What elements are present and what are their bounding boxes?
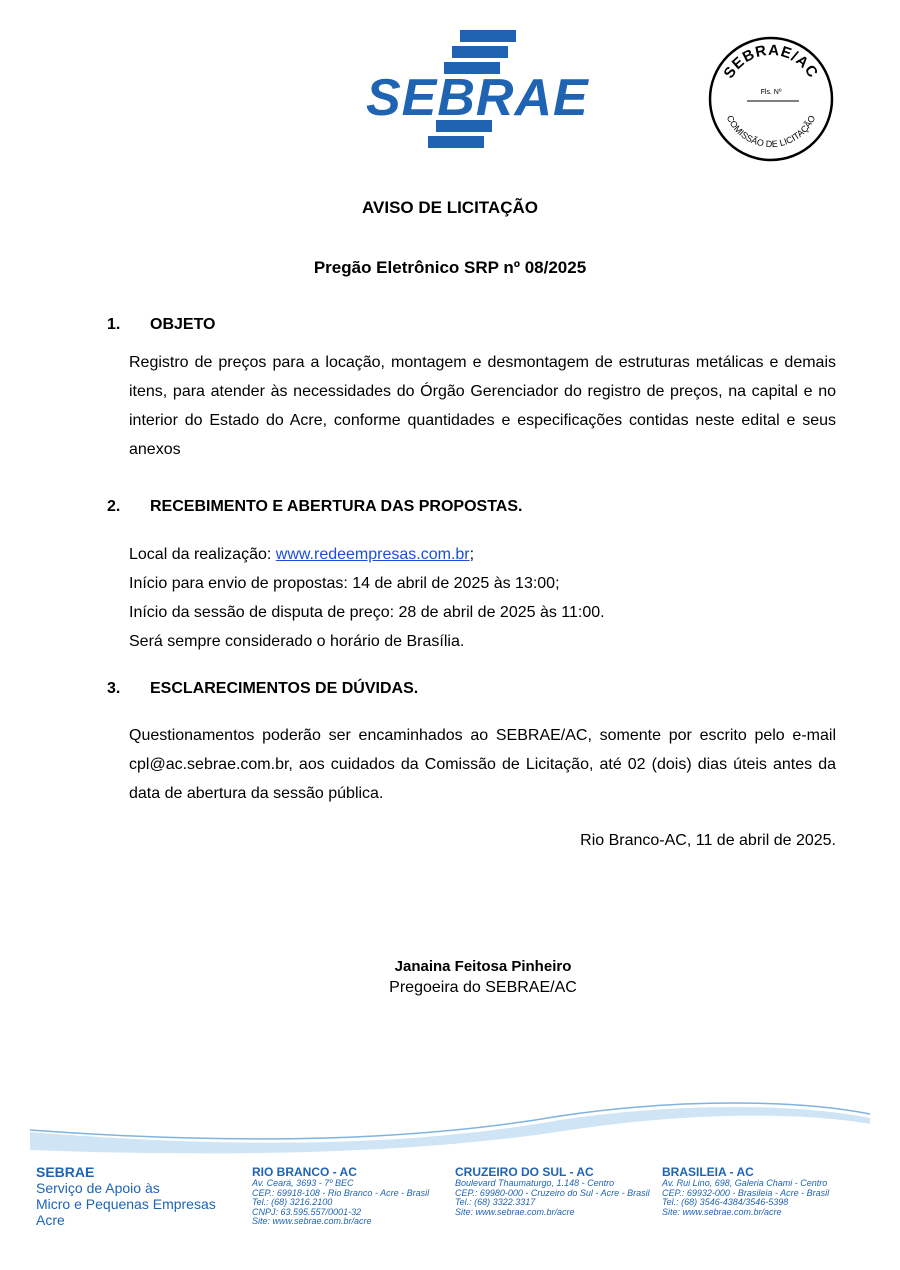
document-subtitle: Pregão Eletrônico SRP nº 08/2025	[313, 258, 587, 277]
document-title: AVISO DE LICITAÇÃO	[362, 198, 538, 217]
section-3-body: Questionamentos poderão ser encaminhados ao SEBRAE/AC, somente por escrito pelo e-mail cpl@ac.sebrae.com.br, aos cuidados da Comissão de Licitação, até 02 (dois) dias úteis antes da data de abertura da sessão pública.	[129, 727, 836, 802]
office-line: CEP.: 69918-108 - Rio Branco - Acre - Brasil	[252, 1187, 430, 1198]
section-1-number: 1.	[107, 316, 121, 333]
date-line: Rio Branco-AC, 11 de abril de 2025.	[580, 832, 836, 849]
section-1-body: Registro de preços para a locação, montagem e desmontagem de estruturas metálicas e demais itens, para atender às necessidades do Órgão Gerenciador do registro de preços, na capital e no interior do Estado do Acre, conforme quantidades e especificações contidas neste edital e seus anexos	[129, 354, 836, 458]
svg-text:COMISSÃO DE LICITAÇÃO	[725, 114, 818, 149]
office-line: Site: www.sebrae.com.br/acre	[455, 1206, 575, 1217]
office-title: RIO BRANCO - AC	[252, 1165, 357, 1179]
office-line: Av. Ceará, 3693 - 7º BEC	[252, 1178, 354, 1188]
footer-brand-line: Serviço de Apoio às	[36, 1180, 160, 1196]
local-line	[129, 545, 474, 565]
office-line: CEP.: 69980-000 - Cruzeiro do Sul - Acre - Brasil	[455, 1187, 650, 1198]
stamp-top-text: SEBRAE/AC	[720, 41, 822, 82]
section-2-title: RECEBIMENTO E ABERTURA DAS PROPOSTAS.	[150, 498, 523, 515]
stamp-bottom-text: COMISSÃO DE LICITAÇÃO	[724, 113, 818, 150]
footer-brand-title: SEBRAE	[36, 1164, 95, 1180]
logo-text: SEBRAE	[366, 69, 589, 127]
proposal-start-line: Início para envio de propostas: 14 de abril de 2025 às 13:00;	[129, 575, 560, 592]
office-line: Tel.: (68) 3322.3317	[455, 1197, 536, 1207]
footer-office-brasileia	[662, 1165, 829, 1217]
office-title: CRUZEIRO DO SUL - AC	[455, 1165, 594, 1179]
office-line: Boulevard Thaumaturgo, 1.148 - Centro	[455, 1178, 615, 1188]
section-3-number: 3.	[107, 680, 121, 697]
section-3-title: ESCLARECIMENTOS DE DÚVIDAS.	[150, 680, 419, 697]
office-line: Site: www.sebrae.com.br/acre	[662, 1206, 782, 1217]
signatory-role: Pregoeira do SEBRAE/AC	[389, 979, 577, 996]
footer-brand-line: Micro e Pequenas Empresas	[36, 1196, 216, 1212]
office-line: Tel.: (68) 3546-4384/3546-5398	[662, 1197, 789, 1207]
commission-stamp	[707, 35, 835, 163]
office-line: Tel.: (68) 3216.2100	[252, 1197, 333, 1207]
office-line: Av. Rui Lino, 698, Galeria Chami - Centro	[662, 1178, 828, 1188]
stamp-middle-text: Fls. Nº	[760, 89, 782, 96]
office-line: Site: www.sebrae.com.br/acre	[252, 1216, 372, 1226]
office-title: BRASILEIA - AC	[662, 1165, 754, 1179]
footer-office-cruzeiro-do-sul	[455, 1165, 650, 1217]
local-label: Local da realização:	[129, 546, 276, 563]
section-1-title: OBJETO	[150, 316, 216, 333]
section-2-number: 2.	[107, 498, 121, 515]
footer-wave	[0, 1090, 900, 1160]
office-line: CNPJ: 63.595.557/0001-32	[252, 1206, 362, 1217]
timezone-line: Será sempre considerado o horário de Brasília.	[129, 633, 465, 650]
footer-brand-line: Acre	[36, 1212, 65, 1228]
redeempresas-link[interactable]: www.redeempresas.com.br	[275, 546, 470, 563]
footer-office-rio-branco	[252, 1165, 429, 1227]
session-start-line: Início da sessão de disputa de preço: 28 de abril de 2025 às 11:00.	[129, 604, 605, 621]
signatory-name: Janaina Feitosa Pinheiro	[394, 958, 572, 975]
sebrae-logo	[366, 28, 589, 148]
footer-brand	[36, 1164, 216, 1228]
office-line: CEP.: 69932-000 - Brasileia - Acre - Brasil	[662, 1187, 830, 1198]
svg-text:SEBRAE/AC	[720, 42, 821, 82]
local-suffix: ;	[469, 546, 475, 563]
